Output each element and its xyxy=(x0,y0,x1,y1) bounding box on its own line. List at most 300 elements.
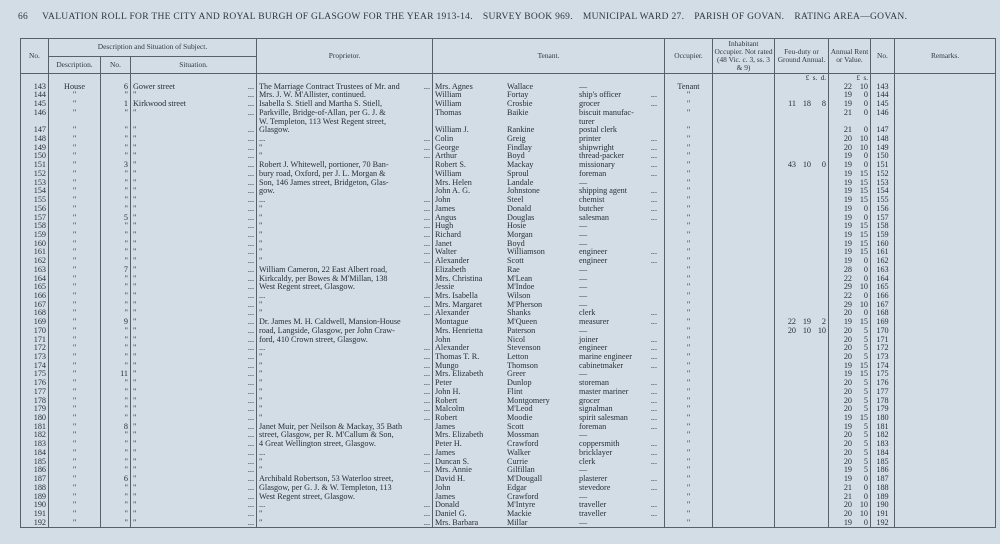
feu-duty-cell xyxy=(775,327,829,336)
tenant-surname: Shanks xyxy=(507,309,531,318)
street-number-text: " xyxy=(124,222,128,231)
situation-dots: ... xyxy=(247,126,254,135)
occupation-dots: ... xyxy=(650,309,657,318)
entry-number-text: 181 xyxy=(33,422,46,431)
remarks-cell xyxy=(895,458,996,467)
proprietor-dots: ... xyxy=(423,466,430,475)
remarks-cell xyxy=(895,126,996,135)
tenant-occupation: traveller xyxy=(579,501,607,510)
tenant-forename: John xyxy=(435,196,451,205)
tenant-surname: Scott xyxy=(507,257,524,266)
rent-pounds: 21 xyxy=(843,492,852,501)
annual-rent-cell xyxy=(829,466,871,475)
proprietor-dots: ... xyxy=(423,82,430,91)
situation-dots: ... xyxy=(247,335,254,344)
occupier-text: " xyxy=(686,518,691,527)
tenant-cell xyxy=(433,275,665,284)
proprietor-text: Glasgow. xyxy=(259,126,290,135)
situation-text: " xyxy=(133,396,137,405)
situation-cell xyxy=(131,135,257,144)
occupier-cell xyxy=(665,275,713,284)
situation-text: " xyxy=(133,152,137,161)
rent-shillings: 10 xyxy=(859,300,868,309)
proprietor-text: Parkville, Bridge-of-Allan, per G. J. & xyxy=(259,108,386,117)
entry-number xyxy=(21,231,49,240)
situation-text: " xyxy=(133,222,137,231)
inhabitant-cell xyxy=(713,431,775,440)
occupation-dots: ... xyxy=(650,196,657,205)
occupier-cell xyxy=(665,126,713,135)
street-number-cell xyxy=(101,118,131,127)
entry-number xyxy=(21,214,49,223)
situation-text: " xyxy=(133,457,137,466)
description-cell xyxy=(49,344,101,353)
feu-duty-cell xyxy=(775,257,829,266)
tenant-forename: John xyxy=(435,483,451,492)
proprietor-cell xyxy=(257,187,433,196)
situation-cell xyxy=(131,266,257,275)
entry-number xyxy=(21,423,49,432)
table-row xyxy=(21,519,996,528)
street-number-text: " xyxy=(124,396,128,405)
tenant-surname: Landale xyxy=(507,178,534,187)
tenant-forename: Mrs. Isabella xyxy=(435,291,478,300)
annual-rent-cell xyxy=(829,344,871,353)
occupier-cell xyxy=(665,484,713,493)
remarks-cell xyxy=(895,379,996,388)
situation-dots: ... xyxy=(247,152,254,161)
occupier-cell xyxy=(665,83,713,92)
proprietor-dots: ... xyxy=(423,152,430,161)
rent-shillings: 10 xyxy=(859,135,868,144)
tenant-occupation: bricklayer xyxy=(579,448,613,457)
tenant-cell xyxy=(433,179,665,188)
annual-rent-cell xyxy=(829,353,871,362)
rent-shillings: 0 xyxy=(863,91,868,100)
street-number-cell xyxy=(101,222,131,231)
street-number-text: " xyxy=(124,230,128,239)
street-number-cell xyxy=(101,283,131,292)
situation-dots: ... xyxy=(247,187,254,196)
entry-number-right xyxy=(871,327,895,336)
occupier-cell xyxy=(665,161,713,170)
tenant-occupation: cabinetmaker xyxy=(579,361,624,370)
street-number-text: " xyxy=(124,405,128,414)
proprietor-text: " xyxy=(259,405,263,414)
situation-dots: ... xyxy=(247,108,254,117)
remarks-cell xyxy=(895,205,996,214)
proprietor-text: ... xyxy=(259,344,266,353)
proprietor-cell xyxy=(257,100,433,109)
rent-shillings: 10 xyxy=(859,501,868,510)
annual-rent-cell xyxy=(829,475,871,484)
situation-dots: ... xyxy=(247,387,254,396)
proprietor-cell xyxy=(257,344,433,353)
tenant-occupation: — xyxy=(579,265,588,274)
inhabitant-cell xyxy=(713,135,775,144)
situation-cell xyxy=(131,458,257,467)
tenant-surname: Thomson xyxy=(507,361,538,370)
situation-text: Gower street xyxy=(133,82,176,91)
col-description: Description. xyxy=(49,56,101,74)
occupier-text: " xyxy=(686,178,691,187)
annual-rent-cell xyxy=(829,336,871,345)
entry-number xyxy=(21,327,49,336)
tenant-cell xyxy=(433,231,665,240)
tenant-forename: Richard xyxy=(435,230,461,239)
entry-number-right-text: 169 xyxy=(876,318,889,327)
tenant-forename: Mrs. Elizabeth xyxy=(435,370,484,379)
proprietor-text: W. Templeton, 113 West Regent street, xyxy=(259,117,387,126)
remarks-cell xyxy=(895,222,996,231)
street-number-cell xyxy=(101,344,131,353)
proprietor-dots: ... xyxy=(423,353,430,361)
rating-area: RATING AREA—GOVAN. xyxy=(794,12,908,22)
street-number-text: 7 xyxy=(123,265,128,274)
entry-number-right xyxy=(871,466,895,475)
proprietor-text: " xyxy=(259,379,263,388)
table-row xyxy=(21,91,996,100)
street-number-text: " xyxy=(124,483,128,492)
entry-number-text: 156 xyxy=(33,204,46,213)
entry-number-right xyxy=(871,379,895,388)
occupier-cell xyxy=(665,510,713,519)
entry-number-right-text: 173 xyxy=(876,353,889,361)
tenant-surname: M'Intyre xyxy=(507,501,536,510)
table-row xyxy=(21,397,996,406)
annual-rent-cell xyxy=(829,144,871,153)
tenant-surname: Baikie xyxy=(507,108,529,117)
proprietor-dots: ... xyxy=(423,135,430,144)
rent-pounds: 20 xyxy=(843,379,852,388)
proprietor-dots: ... xyxy=(423,204,430,213)
description-cell xyxy=(49,179,101,188)
occupier-text: " xyxy=(686,440,691,449)
description-cell xyxy=(49,187,101,196)
remarks-cell xyxy=(895,344,996,353)
feu-duty-cell xyxy=(775,301,829,310)
description-cell xyxy=(49,161,101,170)
feu-duty-cell xyxy=(775,362,829,371)
situation-dots: ... xyxy=(247,361,254,370)
inhabitant-cell xyxy=(713,344,775,353)
tenant-occupation: thread-packer xyxy=(579,152,624,161)
entry-number-right-text: 157 xyxy=(876,213,889,222)
entry-number-right xyxy=(871,240,895,249)
entry-number xyxy=(21,275,49,284)
feu-duty-cell xyxy=(775,449,829,458)
remarks-cell xyxy=(895,196,996,205)
occupier-text: Tenant xyxy=(677,82,700,91)
occupation-dots: ... xyxy=(650,318,657,327)
occupier-text: " xyxy=(686,501,691,510)
entry-number-text: 146 xyxy=(33,108,46,117)
remarks-cell xyxy=(895,187,996,196)
description-cell xyxy=(49,327,101,336)
description-text: " xyxy=(72,492,77,501)
situation-dots: ... xyxy=(247,230,254,239)
inhabitant-cell xyxy=(713,388,775,397)
inhabitant-cell xyxy=(713,240,775,249)
occupier-cell xyxy=(665,327,713,336)
street-number-cell xyxy=(101,240,131,249)
annual-rent-cell xyxy=(829,126,871,135)
tenant-cell xyxy=(433,266,665,275)
situation-dots: ... xyxy=(247,222,254,231)
situation-cell xyxy=(131,179,257,188)
rent-shillings: 5 xyxy=(863,387,868,396)
inhabitant-cell xyxy=(713,266,775,275)
entry-number-text: 160 xyxy=(33,239,46,248)
tenant-surname: M'Dougall xyxy=(507,475,543,484)
occupier-text: " xyxy=(686,108,691,117)
tenant-surname: Mackie xyxy=(507,509,532,518)
description-cell xyxy=(49,318,101,327)
entry-number-right-text: 158 xyxy=(876,222,889,231)
description-cell xyxy=(49,91,101,100)
occupier-cell xyxy=(665,362,713,371)
situation-cell xyxy=(131,83,257,92)
feu-duty-cell xyxy=(775,475,829,484)
page-number: 66 xyxy=(18,12,29,22)
rent-pounds: 20 xyxy=(843,326,852,335)
tenant-cell xyxy=(433,152,665,161)
tenant-surname: M'Indoe xyxy=(507,283,535,292)
occupier-text: " xyxy=(686,187,691,196)
tenant-occupation: chemist xyxy=(579,196,605,205)
table-row xyxy=(21,388,996,397)
feu-pence: 2 xyxy=(821,318,826,327)
entry-number-right xyxy=(871,91,895,100)
street-number-text: 6 xyxy=(123,475,128,484)
situation-cell xyxy=(131,336,257,345)
occupation-dots: ... xyxy=(650,257,657,266)
tenant-forename: Alexander xyxy=(435,257,470,266)
description-text: " xyxy=(72,422,77,431)
tenant-cell xyxy=(433,240,665,249)
tenant-cell xyxy=(433,109,665,118)
table-row xyxy=(21,170,996,179)
entry-number-right xyxy=(871,126,895,135)
description-text: " xyxy=(72,344,77,353)
street-number-cell xyxy=(101,109,131,118)
entry-number-text: 143 xyxy=(33,82,46,91)
situation-cell xyxy=(131,283,257,292)
street-number-cell xyxy=(101,144,131,153)
tenant-surname: Fortay xyxy=(507,91,529,100)
entry-number-right xyxy=(871,248,895,257)
remarks-cell xyxy=(895,388,996,397)
street-number-cell xyxy=(101,510,131,519)
entry-number-right xyxy=(871,135,895,144)
proprietor-cell xyxy=(257,275,433,284)
remarks-cell xyxy=(895,144,996,153)
feu-duty-cell xyxy=(775,466,829,475)
occupier-text: " xyxy=(686,161,691,170)
tenant-forename: William xyxy=(435,91,462,100)
situation-cell xyxy=(131,510,257,519)
proprietor-text: " xyxy=(259,396,263,405)
occupation-dots: ... xyxy=(650,169,657,178)
tenant-forename: William xyxy=(435,169,462,178)
entry-number-text: 163 xyxy=(33,265,46,274)
remarks-cell xyxy=(895,484,996,493)
remarks-cell xyxy=(895,292,996,301)
street-number-text: " xyxy=(124,196,128,205)
tenant-forename: James xyxy=(435,204,456,213)
situation-cell xyxy=(131,362,257,371)
proprietor-cell xyxy=(257,388,433,397)
situation-text: " xyxy=(133,300,137,309)
tenant-cell xyxy=(433,370,665,379)
occupier-text: " xyxy=(686,344,691,353)
table-row xyxy=(21,83,996,92)
tenant-cell xyxy=(433,187,665,196)
situation-cell xyxy=(131,484,257,493)
entry-number-right xyxy=(871,283,895,292)
remarks-cell xyxy=(895,466,996,475)
street-number-text: " xyxy=(124,361,128,370)
occupier-cell xyxy=(665,205,713,214)
table-body xyxy=(21,74,996,528)
occupier-text: " xyxy=(686,483,691,492)
entry-number-right xyxy=(871,257,895,266)
annual-rent-cell xyxy=(829,414,871,423)
entry-number-text: 185 xyxy=(33,457,46,466)
rent-shillings: 5 xyxy=(863,466,868,475)
rent-shillings: 0 xyxy=(863,518,868,527)
description-text: " xyxy=(72,204,77,213)
entry-number-right xyxy=(871,501,895,510)
tenant-forename: Angus xyxy=(435,213,457,222)
occupier-text: " xyxy=(686,230,691,239)
tenant-occupation: biscuit manufac- xyxy=(579,108,634,117)
entry-number-right-text: 151 xyxy=(876,161,889,170)
tenant-surname: Moodie xyxy=(507,414,533,423)
proprietor-text: Archibald Robertson, 53 Waterloo street, xyxy=(259,475,394,484)
situation-dots: ... xyxy=(247,440,254,449)
street-number-cell xyxy=(101,292,131,301)
inhabitant-cell xyxy=(713,493,775,502)
occupation-dots: ... xyxy=(650,457,657,466)
remarks-cell xyxy=(895,161,996,170)
entry-number xyxy=(21,257,49,266)
table-row xyxy=(21,458,996,467)
feu-duty-cell xyxy=(775,275,829,284)
description-cell xyxy=(49,440,101,449)
tenant-occupation: — xyxy=(579,274,588,283)
proprietor-text: " xyxy=(259,230,263,239)
proprietor-text: road, Langside, Glasgow, per John Craw- xyxy=(259,326,395,335)
situation-text: " xyxy=(133,387,137,396)
entry-number xyxy=(21,266,49,275)
rent-pounds: 20 xyxy=(843,387,852,396)
occupier-cell xyxy=(665,397,713,406)
description-text: " xyxy=(72,518,77,527)
remarks-cell xyxy=(895,318,996,327)
street-number-cell xyxy=(101,205,131,214)
situation-text: " xyxy=(133,466,137,475)
entry-number xyxy=(21,318,49,327)
tenant-forename: Donald xyxy=(435,501,460,510)
rent-shillings: 0 xyxy=(863,213,868,222)
remarks-cell xyxy=(895,83,996,92)
inhabitant-cell xyxy=(713,414,775,423)
inhabitant-cell xyxy=(713,458,775,467)
situation-text: " xyxy=(133,196,137,205)
occupier-text: " xyxy=(686,422,691,431)
proprietor-dots: ... xyxy=(423,361,430,370)
tenant-surname: Mackay xyxy=(507,161,534,170)
situation-dots: ... xyxy=(247,257,254,266)
entry-number-right xyxy=(871,423,895,432)
situation-text: " xyxy=(133,126,137,135)
tenant-surname: Rankine xyxy=(507,126,535,135)
entry-number-text: 155 xyxy=(33,196,46,205)
occupier-cell xyxy=(665,440,713,449)
description-text: " xyxy=(72,466,77,475)
occupier-cell xyxy=(665,100,713,109)
entry-number-text: 147 xyxy=(33,126,46,135)
proprietor-dots: ... xyxy=(423,448,430,457)
proprietor-text: " xyxy=(259,387,263,396)
tenant-occupation: printer xyxy=(579,135,601,144)
proprietor-dots: ... xyxy=(423,213,430,222)
description-cell xyxy=(49,100,101,109)
description-text: " xyxy=(72,457,77,466)
tenant-cell xyxy=(433,493,665,502)
proprietor-dots: ... xyxy=(423,222,430,231)
entry-number-text: 188 xyxy=(33,483,46,492)
tenant-cell xyxy=(433,91,665,100)
street-number-cell xyxy=(101,196,131,205)
situation-dots: ... xyxy=(247,326,254,335)
col-tenant: Tenant. xyxy=(433,39,665,74)
entry-number-right-text: 188 xyxy=(876,483,889,492)
remarks-cell xyxy=(895,362,996,371)
description-cell xyxy=(49,109,101,118)
rent-pounds: 19 xyxy=(843,414,852,423)
rent-shillings: 0 xyxy=(863,161,868,170)
situation-cell xyxy=(131,152,257,161)
remarks-cell xyxy=(895,475,996,484)
inhabitant-cell xyxy=(713,205,775,214)
inhabitant-cell xyxy=(713,309,775,318)
proprietor-text: " xyxy=(259,204,263,213)
inhabitant-cell xyxy=(713,362,775,371)
street-number-cell xyxy=(101,414,131,423)
annual-rent-cell xyxy=(829,275,871,284)
occupier-text: " xyxy=(686,100,691,109)
proprietor-text: " xyxy=(259,300,263,309)
street-number-text: 9 xyxy=(123,318,128,327)
occupier-cell xyxy=(665,301,713,310)
description-cell xyxy=(49,423,101,432)
tenant-occupation: — xyxy=(579,178,588,187)
occupation-dots: ... xyxy=(650,100,657,109)
street-number-cell xyxy=(101,309,131,318)
table-row xyxy=(21,118,996,127)
occupier-cell xyxy=(665,475,713,484)
inhabitant-cell xyxy=(713,353,775,362)
rent-shillings: 0 xyxy=(863,152,868,161)
entry-number-right-text: 176 xyxy=(876,379,889,388)
tenant-occupation: postal clerk xyxy=(579,126,617,135)
tenant-cell xyxy=(433,170,665,179)
tenant-surname: Wilson xyxy=(507,291,531,300)
description-cell xyxy=(49,493,101,502)
tenant-forename: Robert xyxy=(435,396,458,405)
